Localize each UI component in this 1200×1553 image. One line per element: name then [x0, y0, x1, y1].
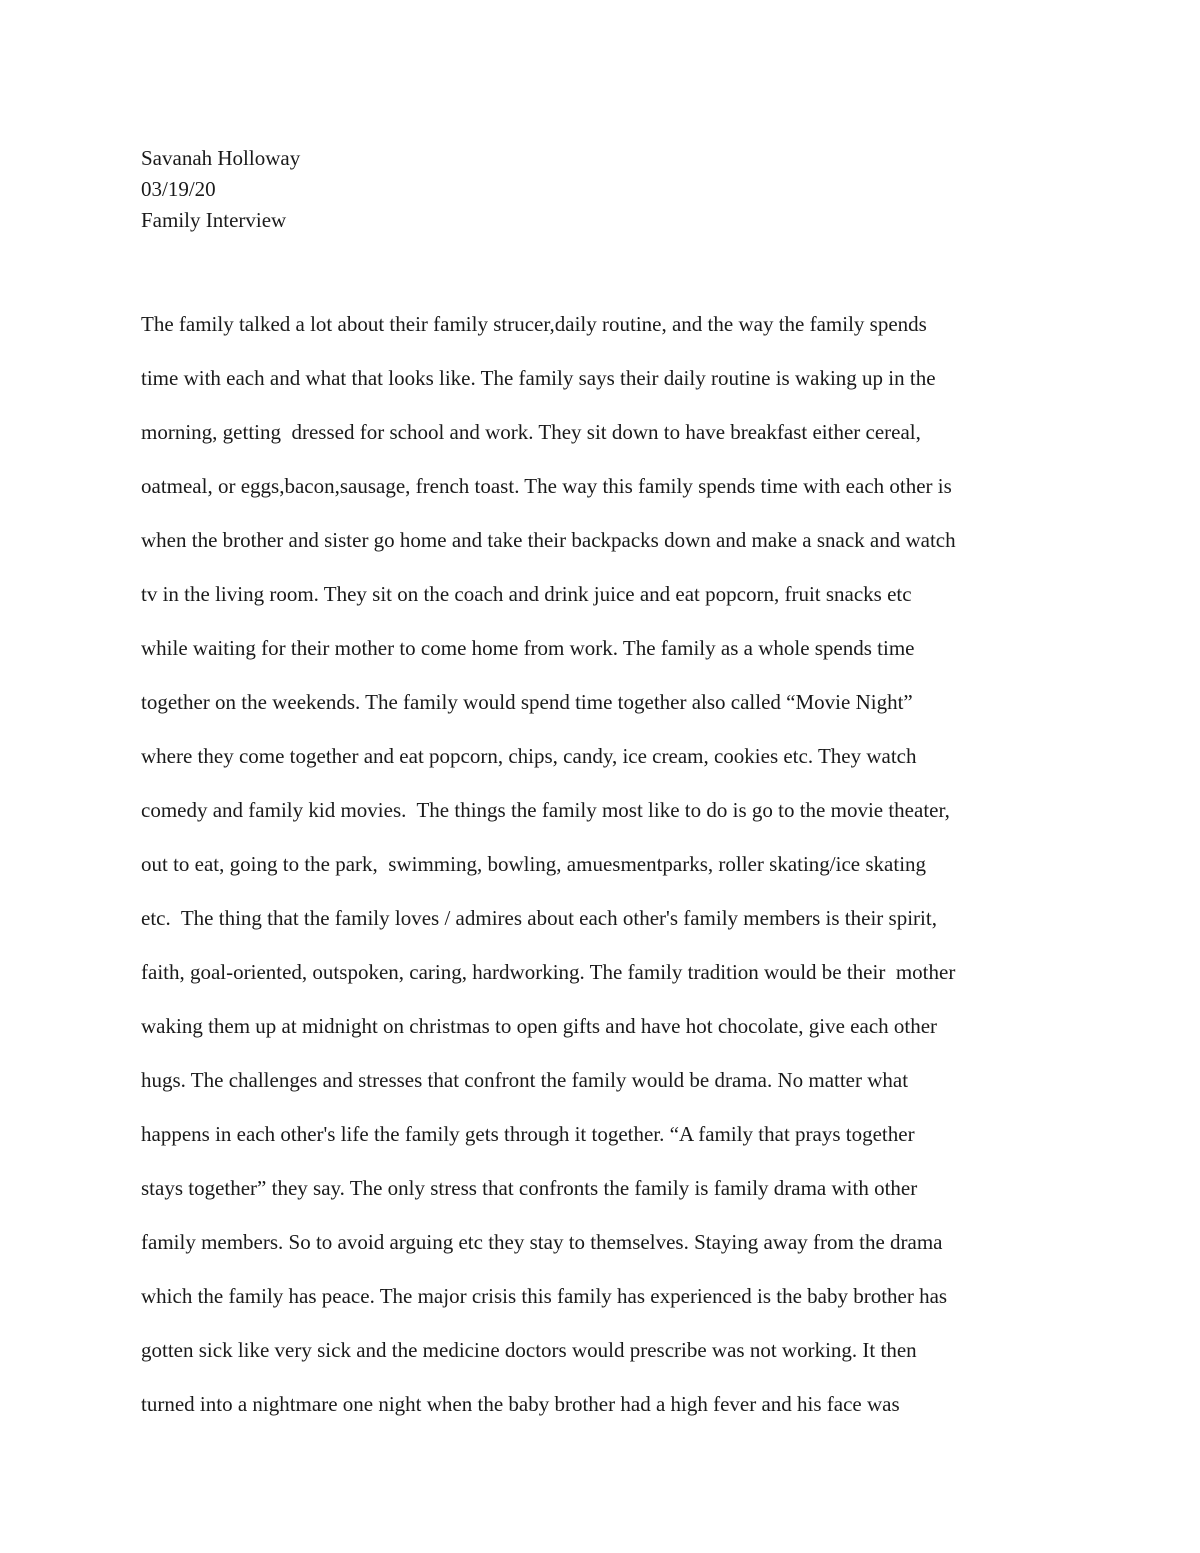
text-line: etc. The thing that the family loves / admires about each other's family members is their spirit,	[141, 906, 937, 930]
document-title: Family Interview	[141, 208, 287, 232]
text-line: stays together” they say. The only stress that confronts the family is family drama with other	[141, 1176, 918, 1200]
author-name: Savanah Holloway	[141, 146, 301, 170]
text-line: gotten sick like very sick and the medicine doctors would prescribe was not working. It then	[141, 1338, 917, 1362]
text-line: morning, getting dressed for school and work. They sit down to have breakfast either cereal,	[141, 420, 921, 444]
text-line: comedy and family kid movies. The things the family most like to do is go to the movie theater,	[141, 798, 950, 822]
text-line: family members. So to avoid arguing etc they stay to themselves. Staying away from the drama	[141, 1230, 943, 1254]
text-line: while waiting for their mother to come home from work. The family as a whole spends time	[141, 636, 915, 660]
text-line: happens in each other's life the family gets through it together. “A family that prays together	[141, 1122, 915, 1146]
text-line: when the brother and sister go home and take their backpacks down and make a snack and watch	[141, 528, 956, 552]
document-date: 03/19/20	[141, 177, 216, 201]
text-line: tv in the living room. They sit on the coach and drink juice and eat popcorn, fruit snacks etc	[141, 582, 912, 606]
text-line: waking them up at midnight on christmas to open gifts and have hot chocolate, give each other	[141, 1014, 938, 1038]
text-line: oatmeal, or eggs,bacon,sausage, french toast. The way this family spends time with each other is	[141, 474, 952, 498]
text-line: where they come together and eat popcorn, chips, candy, ice cream, cookies etc. They watch	[141, 744, 917, 768]
text-line: faith, goal-oriented, outspoken, caring, hardworking. The family tradition would be their mother	[141, 960, 956, 984]
document-header	[141, 143, 300, 236]
text-line: out to eat, going to the park, swimming, bowling, amuesmentparks, roller skating/ice skating	[141, 852, 927, 876]
text-line: together on the weekends. The family would spend time together also called “Movie Night”	[141, 690, 913, 714]
body-paragraph	[141, 297, 1071, 1431]
text-line: hugs. The challenges and stresses that confront the family would be drama. No matter what	[141, 1068, 909, 1092]
text-line: time with each and what that looks like. The family says their daily routine is waking up in the	[141, 366, 936, 390]
text-line: turned into a nightmare one night when the baby brother had a high fever and his face was	[141, 1392, 900, 1416]
text-line: which the family has peace. The major crisis this family has experienced is the baby brother has	[141, 1284, 948, 1308]
text-line: The family talked a lot about their family strucer,daily routine, and the way the family spends	[141, 312, 927, 336]
